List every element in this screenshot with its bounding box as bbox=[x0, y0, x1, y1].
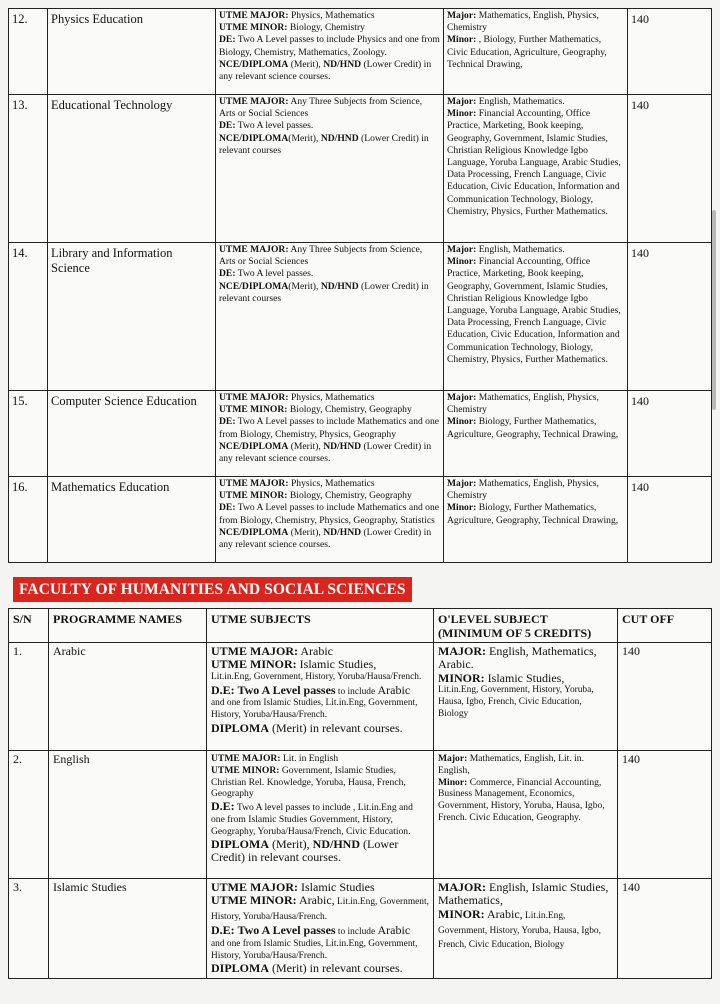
faculty-education-table bbox=[8, 8, 712, 563]
olevel-subjects: Major: English, Mathematics. Minor: Financial Accounting, Office Practice, Marketing, Book keeping, Geography, Government, Islamic Studies, Christian Religious Knowledge Igbo Language, Yoruba Language, Arabic Studies, Data Processing, French Language, Civic Education, Civic Education, Information and Communication Technology, Biology, Chemistry, Physics, Further Mathematics. bbox=[444, 95, 628, 243]
table-row bbox=[9, 751, 712, 879]
table-row bbox=[9, 391, 712, 477]
table-row bbox=[9, 9, 712, 95]
table-row bbox=[9, 643, 712, 751]
olevel-subjects: Major: English, Mathematics. Minor: Financial Accounting, Office Practice, Marketing, Book keeping, Geography, Government, Islamic Studies, Christian Religious Knowledge Igbo Language, Yoruba Language, Arabic Studies, Data Processing, French Language, Civic Education, Civic Education, Information and Communication Technology, Biology, Chemistry, Physics, Further Mathematics. bbox=[444, 243, 628, 391]
utme-subjects: UTME MAJOR: Physics, Mathematics UTME MINOR: Biology, Chemistry, Geography DE: Two A Level passes to include Mathematics and one from Biology, Chemistry, Physics, Geography, Statistics NCE/DIPLOMA (Merit), ND/HND (Lower Credit) in any relevant science courses. bbox=[216, 477, 444, 563]
utme-subjects: UTME MAJOR: Arabic UTME MINOR: Islamic Studies, Lit.in.Eng, Government, History, Yoruba/Hausa/French. D.E: Two A Level passes to include Arabic and one from Islamic Studies, Lit.in.Eng, Government, History, Yoruba/Hausa/French. DIPLOMA (Merit) in relevant courses. bbox=[207, 643, 434, 751]
table-header-row bbox=[9, 609, 712, 643]
cut-off-mark: 140 bbox=[628, 95, 712, 243]
olevel-subjects: MAJOR: English, Mathematics, Arabic. MINOR: Islamic Studies, Lit.in.Eng, Government, History, Yoruba, Hausa, Igbo, French, Civic Education, Biology bbox=[434, 643, 618, 751]
cut-off-mark: 140 bbox=[628, 9, 712, 95]
cut-off-mark: 140 bbox=[628, 391, 712, 477]
programme-name: Islamic Studies bbox=[49, 879, 207, 979]
serial-number: 2. bbox=[9, 751, 49, 879]
header-programme: PROGRAMME NAMES bbox=[49, 609, 207, 643]
header-olevel: O'LEVEL SUBJECT (MINIMUM OF 5 CREDITS) bbox=[434, 609, 618, 643]
table-row bbox=[9, 477, 712, 563]
utme-subjects: UTME MAJOR: Lit. in English UTME MINOR: Government, Islamic Studies, Christian Rel. Knowledge, Yoruba, Hausa, French, Geography D.E: Two A level passes to include , Lit.in.Eng and one from Islamic Studies Government, History, Geography, Yoruba/Hausa/French, Civic Education. DIPLOMA (Merit), ND/HND (Lower Credit) in relevant courses. bbox=[207, 751, 434, 879]
document-page bbox=[8, 8, 711, 979]
olevel-subjects: MAJOR: English, Islamic Studies, Mathematics, MINOR: Arabic, Lit.in.Eng, Government, History, Yoruba, Hausa, Igbo, French, Civic Education, Biology bbox=[434, 879, 618, 979]
header-sn: S/N bbox=[9, 609, 49, 643]
serial-number: 16. bbox=[9, 477, 48, 563]
serial-number: 12. bbox=[9, 9, 48, 95]
cut-off-mark: 140 bbox=[618, 879, 712, 979]
serial-number: 13. bbox=[9, 95, 48, 243]
header-utme: UTME SUBJECTS bbox=[207, 609, 434, 643]
serial-number: 15. bbox=[9, 391, 48, 477]
programme-name: English bbox=[49, 751, 207, 879]
utme-subjects: UTME MAJOR: Any Three Subjects from Science, Arts or Social Sciences DE: Two A level passes. NCE/DIPLOMA(Merit), ND/HND (Lower Credit) in relevant courses bbox=[216, 95, 444, 243]
table-row bbox=[9, 243, 712, 391]
programme-name: Educational Technology bbox=[48, 95, 216, 243]
programme-name: Computer Science Education bbox=[48, 391, 216, 477]
cut-off-mark: 140 bbox=[628, 477, 712, 563]
faculty-humanities-table bbox=[8, 608, 712, 979]
scrollbar-thumb[interactable] bbox=[712, 210, 716, 410]
olevel-subjects: Major: Mathematics, English, Lit. in. English, Minor: Commerce, Financial Accounting, Business Management, Economics, Government, History, Yoruba, Hausa, Igbo, French. Civic Education, Geography. bbox=[434, 751, 618, 879]
utme-subjects: UTME MAJOR: Islamic Studies UTME MINOR: Arabic, Lit.in.Eng, Government, History, Yoruba/Hausa/French. D.E: Two A Level passes to include Arabic and one from Islamic Studies, Lit.in.Eng, Government, History, Yoruba/Hausa/French. DIPLOMA (Merit) in relevant courses. bbox=[207, 879, 434, 979]
header-cutoff: CUT OFF bbox=[618, 609, 712, 643]
olevel-subjects: Major: Mathematics, English, Physics, Chemistry Minor: Biology, Further Mathematics, Agriculture, Geography, Technical Drawing, bbox=[444, 391, 628, 477]
utme-subjects: UTME MAJOR: Any Three Subjects from Science, Arts or Social Sciences DE: Two A level passes. NCE/DIPLOMA(Merit), ND/HND (Lower Credit) in relevant courses bbox=[216, 243, 444, 391]
programme-name: Physics Education bbox=[48, 9, 216, 95]
serial-number: 1. bbox=[9, 643, 49, 751]
table-row bbox=[9, 95, 712, 243]
faculty-heading: FACULTY OF HUMANITIES AND SOCIAL SCIENCES bbox=[13, 577, 412, 602]
olevel-subjects: Major: Mathematics, English, Physics, Chemistry Minor: Biology, Further Mathematics, Agriculture, Geography, Technical Drawing, bbox=[444, 477, 628, 563]
olevel-subjects: Major: Mathematics, English, Physics, Chemistry Minor: , Biology, Further Mathematics, Civic Education, Agriculture, Geography, Technical Drawing, bbox=[444, 9, 628, 95]
cut-off-mark: 140 bbox=[618, 751, 712, 879]
utme-subjects: UTME MAJOR: Physics, Mathematics UTME MINOR: Biology, Chemistry DE: Two A Level passes to include Physics and one from Biology, Chemistry, Mathematics, Zoology. NCE/DIPLOMA (Merit), ND/HND (Lower Credit) in any relevant science courses. bbox=[216, 9, 444, 95]
utme-subjects: UTME MAJOR: Physics, Mathematics UTME MINOR: Biology, Chemistry, Geography DE: Two A Level passes to include Mathematics and one from Biology, Chemistry, Physics, Geography NCE/DIPLOMA (Merit), ND/HND (Lower Credit) in any relevant science courses. bbox=[216, 391, 444, 477]
serial-number: 3. bbox=[9, 879, 49, 979]
serial-number: 14. bbox=[9, 243, 48, 391]
programme-name: Arabic bbox=[49, 643, 207, 751]
cut-off-mark: 140 bbox=[618, 643, 712, 751]
table-row bbox=[9, 879, 712, 979]
programme-name: Library and Information Science bbox=[48, 243, 216, 391]
programme-name: Mathematics Education bbox=[48, 477, 216, 563]
cut-off-mark: 140 bbox=[628, 243, 712, 391]
